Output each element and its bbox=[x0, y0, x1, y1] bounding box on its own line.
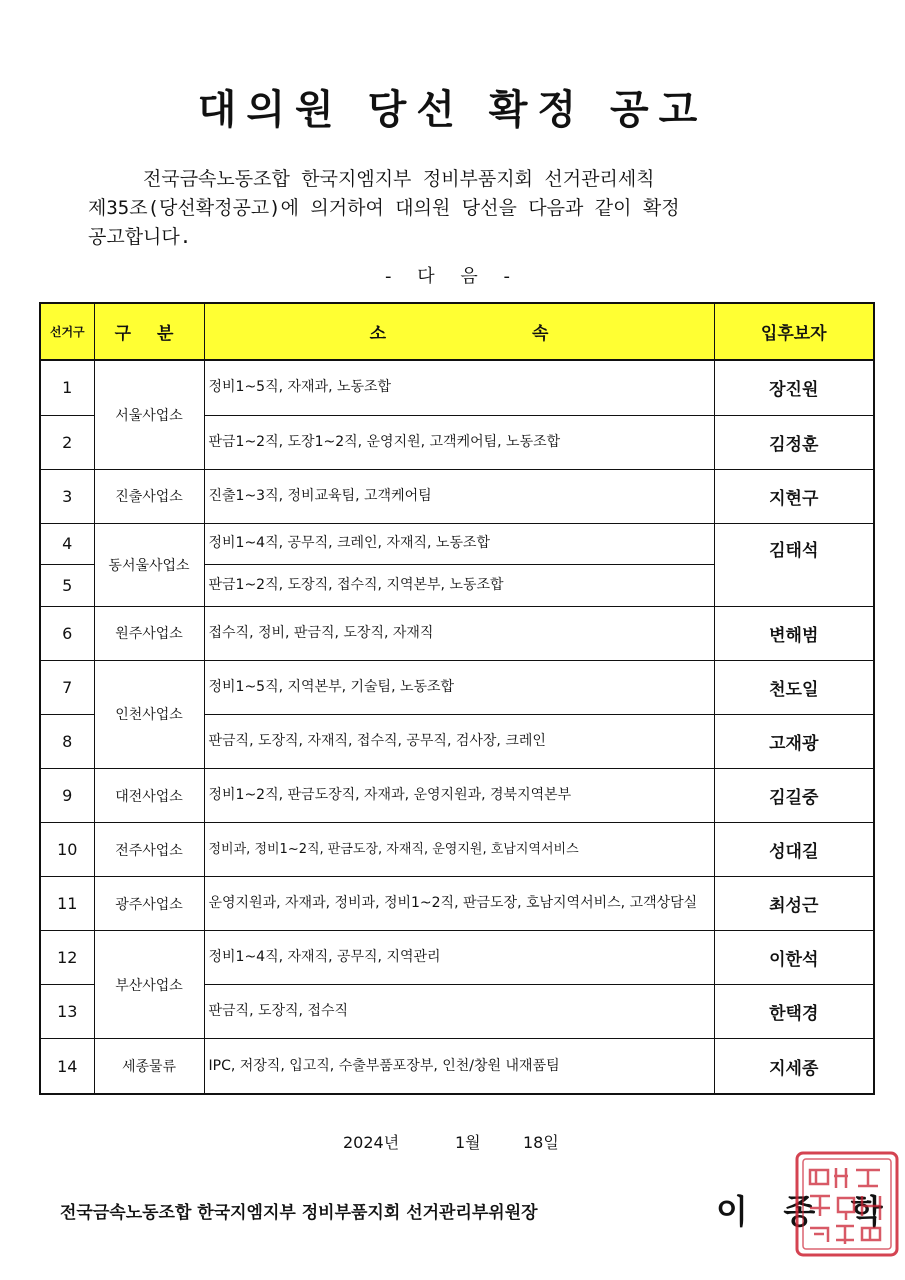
row-candidate: 지세종 bbox=[714, 1039, 874, 1094]
date-day: 18일 bbox=[523, 1133, 559, 1152]
intro-paragraph bbox=[88, 165, 828, 252]
table-row bbox=[40, 469, 874, 523]
row-candidate: 장진원 bbox=[714, 360, 874, 415]
date-month: 1월 bbox=[455, 1133, 481, 1152]
row-number: 8 bbox=[40, 714, 94, 768]
signature-block bbox=[60, 1186, 895, 1236]
row-division: 부산사업소 bbox=[94, 931, 204, 1039]
row-number: 2 bbox=[40, 415, 94, 469]
row-affiliation: 판금직, 도장직, 접수직 bbox=[204, 985, 714, 1039]
row-candidate: 천도일 bbox=[714, 660, 874, 714]
row-number: 13 bbox=[40, 985, 94, 1039]
row-division: 서울사업소 bbox=[94, 360, 204, 469]
row-affiliation: 접수직, 정비, 판금직, 도장직, 자재직 bbox=[204, 606, 714, 660]
row-number: 4 bbox=[40, 523, 94, 565]
section-label: - 다 음 - bbox=[385, 266, 520, 287]
candidate-table bbox=[39, 302, 875, 1095]
row-division: 진출사업소 bbox=[94, 469, 204, 523]
signature-organization: 전국금속노동조합 한국지엠지부 정비부품지회 선거관리부위원장 bbox=[60, 1203, 538, 1223]
row-number: 6 bbox=[40, 606, 94, 660]
row-candidate: 김정훈 bbox=[714, 415, 874, 469]
row-affiliation: 정비1~5직, 자재과, 노동조합 bbox=[204, 360, 714, 415]
signature-name: 이 종 학 bbox=[716, 1192, 895, 1231]
row-candidate: 성대길 bbox=[714, 823, 874, 877]
row-number: 5 bbox=[40, 565, 94, 607]
table-row bbox=[40, 877, 874, 931]
row-candidate: 한택경 bbox=[714, 985, 874, 1039]
notice-date bbox=[0, 1130, 905, 1154]
row-number: 7 bbox=[40, 660, 94, 714]
row-candidate: 최성근 bbox=[714, 877, 874, 931]
table-row bbox=[40, 606, 874, 660]
row-candidate: 변해범 bbox=[714, 606, 874, 660]
row-affiliation: IPC, 저장직, 입고직, 수출부품포장부, 인천/창원 내재품팀 bbox=[204, 1039, 714, 1094]
row-number: 12 bbox=[40, 931, 94, 985]
intro-line-2: 제35조(당선확정공고)에 의거하여 대의원 당선을 다음과 같이 확정 bbox=[88, 197, 680, 219]
row-affiliation: 운영지원과, 자재과, 정비과, 정비1~2직, 판금도장, 호남지역서비스, 고객상담실 bbox=[204, 877, 714, 931]
row-affiliation: 정비1~2직, 판금도장직, 자재과, 운영지원과, 경북지역본부 bbox=[204, 768, 714, 822]
table-row bbox=[40, 523, 874, 565]
row-number: 10 bbox=[40, 823, 94, 877]
table-row bbox=[40, 823, 874, 877]
row-division: 대전사업소 bbox=[94, 768, 204, 822]
row-division: 동서울사업소 bbox=[94, 523, 204, 606]
row-division: 인천사업소 bbox=[94, 660, 204, 768]
row-affiliation: 진출1~3직, 정비교육팀, 고객케어팀 bbox=[204, 469, 714, 523]
row-affiliation: 정비1~4직, 공무직, 크레인, 자재직, 노동조합 bbox=[204, 523, 714, 565]
row-number: 1 bbox=[40, 360, 94, 415]
header-affiliation: 소 속 bbox=[204, 303, 714, 360]
table-row bbox=[40, 360, 874, 415]
header-candidate: 입후보자 bbox=[714, 303, 874, 360]
row-affiliation: 정비1~5직, 지역본부, 기술팀, 노동조합 bbox=[204, 660, 714, 714]
table-row bbox=[40, 660, 874, 714]
intro-line-1: 전국금속노동조합 한국지엠지부 정비부품지회 선거관리세칙 bbox=[143, 168, 655, 190]
table-row bbox=[40, 931, 874, 985]
table-header-row bbox=[40, 303, 874, 360]
row-candidate: 이한석 bbox=[714, 931, 874, 985]
row-division: 광주사업소 bbox=[94, 877, 204, 931]
row-number: 11 bbox=[40, 877, 94, 931]
row-division: 세종물류 bbox=[94, 1039, 204, 1094]
intro-line-3: 공고합니다. bbox=[88, 226, 192, 248]
table-row bbox=[40, 768, 874, 822]
row-division: 원주사업소 bbox=[94, 606, 204, 660]
row-affiliation: 판금1~2직, 도장1~2직, 운영지원, 고객케어팀, 노동조합 bbox=[204, 415, 714, 469]
row-affiliation: 판금직, 도장직, 자재직, 접수직, 공무직, 검사장, 크레인 bbox=[204, 714, 714, 768]
row-candidate: 지현구 bbox=[714, 469, 874, 523]
row-number: 14 bbox=[40, 1039, 94, 1094]
row-affiliation: 판금1~2직, 도장직, 접수직, 지역본부, 노동조합 bbox=[204, 565, 714, 607]
row-candidate: 김태석 bbox=[714, 523, 874, 606]
row-affiliation: 정비과, 정비1~2직, 판금도장, 자재직, 운영지원, 호남지역서비스 bbox=[204, 823, 714, 877]
header-district: 선거구 bbox=[40, 303, 94, 360]
official-seal-icon bbox=[794, 1150, 900, 1258]
row-number: 9 bbox=[40, 768, 94, 822]
date-year: 2024년 bbox=[343, 1133, 400, 1152]
table-row bbox=[40, 1039, 874, 1094]
row-number: 3 bbox=[40, 469, 94, 523]
row-affiliation: 정비1~4직, 자재직, 공무직, 지역관리 bbox=[204, 931, 714, 985]
notice-title: 대의원 당선 확정 공고 bbox=[197, 87, 708, 133]
row-candidate: 고재광 bbox=[714, 714, 874, 768]
header-division: 구 분 bbox=[94, 303, 204, 360]
row-division: 전주사업소 bbox=[94, 823, 204, 877]
row-candidate: 김길중 bbox=[714, 768, 874, 822]
